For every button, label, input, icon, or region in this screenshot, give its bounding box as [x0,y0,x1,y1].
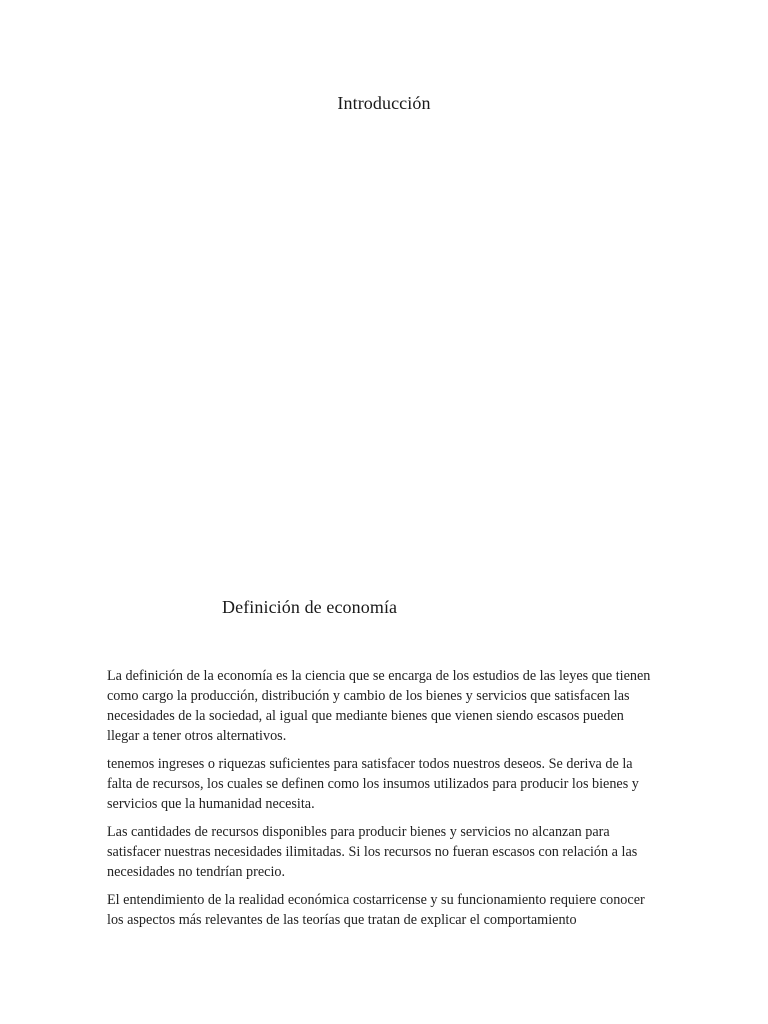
paragraph-recursos: tenemos ingreses o riquezas suficientes para satisfacer todos nuestros deseos. Se deriva de la falta de recursos, los cuales se definen como los insumos utilizados para producir los bienes y servicios que la humanidad necesita. [107,756,639,812]
heading-definicion-economia: Definición de economía [222,597,398,617]
paragraph-definicion: La definición de la economía es la ciencia que se encarga de los estudios de las leyes que tienen como cargo la producción, distribución y cambio de los bienes y servicios que satisfacen las necesidades de la sociedad, al igual que mediante bienes que vienen siendo escasos pueden llegar a tener otros alternativos. [107,668,651,744]
heading-introduccion: Introducción [337,93,431,113]
paragraph-entendimiento: El entendimiento de la realidad económica costarricense y su funcionamiento requiere conocer los aspectos más relevantes de las teorías que tratan de explicar el comportamiento [107,892,645,928]
body-text [107,666,659,938]
paragraph-cantidades: Las cantidades de recursos disponibles para producir bienes y servicios no alcanzan para satisfacer nuestras necesidades ilimitadas. Si los recursos no fueran escasos con relación a las necesidades no tendrían precio. [107,824,638,880]
